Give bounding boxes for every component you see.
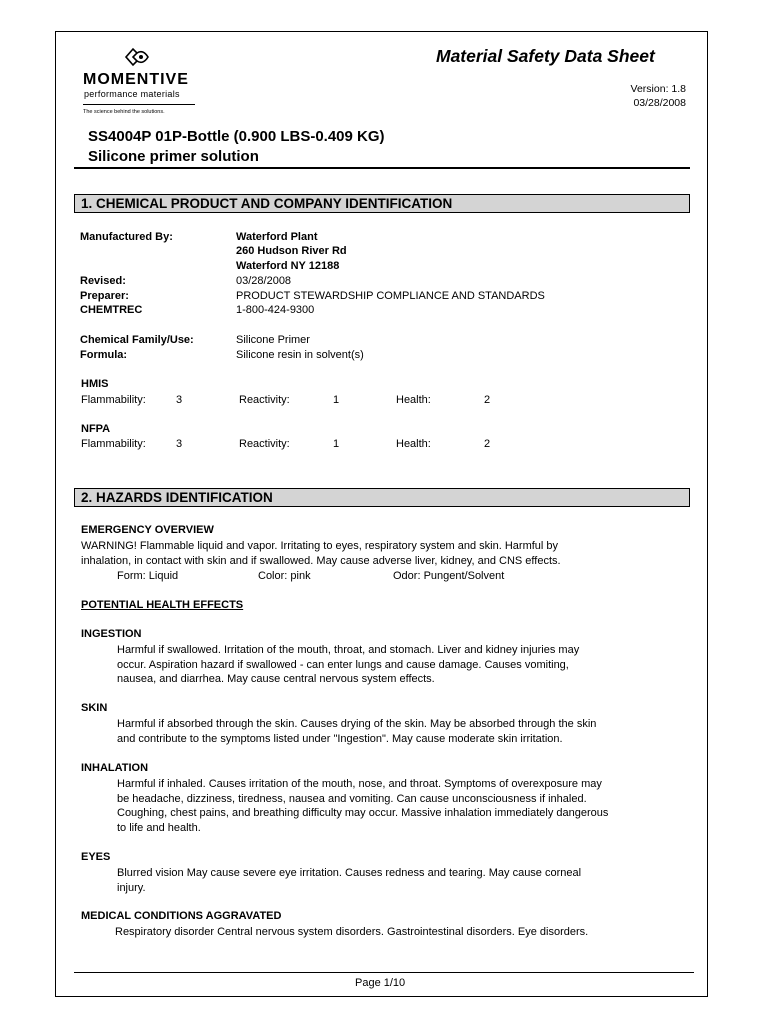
text-line: Harmful if absorbed through the skin. Causes drying of the skin. May be absorbed through the skin bbox=[117, 718, 597, 730]
medical-conditions-text: Respiratory disorder Central nervous system disorders. Gastrointestinal disorders. Eye disorders. bbox=[115, 926, 589, 938]
revised-label: Revised: bbox=[80, 275, 126, 287]
emergency-overview-line: inhalation, in contact with skin and if swallowed. May cause adverse liver, kidney, and CNS effects. bbox=[81, 555, 561, 567]
ingestion-title: INGESTION bbox=[81, 628, 142, 640]
text-line: and contribute to the symptoms listed under "Ingestion". May cause moderate skin irritation. bbox=[117, 732, 563, 745]
emergency-overview-line: WARNING! Flammable liquid and vapor. Irritating to eyes, respiratory system and skin. Harmful by bbox=[81, 540, 559, 552]
odor-value: Odor: Pungent/Solvent bbox=[393, 570, 505, 582]
eyes-title: EYES bbox=[81, 851, 111, 863]
skin-text bbox=[117, 717, 596, 746]
document-title: Material Safety Data Sheet bbox=[436, 46, 655, 66]
hmis-flammability-label: Flammability: bbox=[81, 394, 146, 406]
document-date: 03/28/2008 bbox=[633, 97, 686, 109]
formula-label: Formula: bbox=[80, 349, 128, 361]
emergency-overview-title: EMERGENCY OVERVIEW bbox=[81, 524, 214, 536]
section-2-heading: 2. HAZARDS IDENTIFICATION bbox=[74, 488, 690, 507]
brand-subtitle: performance materials bbox=[84, 89, 180, 99]
text-line: nausea, and diarrhea. May cause central nervous system effects. bbox=[117, 673, 435, 686]
inhalation-text bbox=[117, 777, 608, 836]
chemtrec-label: CHEMTREC bbox=[80, 304, 143, 316]
hmis-health-value: 2 bbox=[484, 394, 491, 406]
medical-conditions-title: MEDICAL CONDITIONS AGGRAVATED bbox=[81, 910, 282, 922]
page-number: Page 1/10 bbox=[355, 977, 406, 989]
text-line: to life and health. bbox=[117, 822, 201, 835]
hmis-title: HMIS bbox=[81, 378, 109, 390]
hmis-flammability-value: 3 bbox=[176, 394, 183, 406]
eyes-text bbox=[117, 866, 581, 895]
title-divider bbox=[74, 167, 690, 169]
manufacturer-city: Waterford NY 12188 bbox=[236, 260, 340, 272]
preparer-value: PRODUCT STEWARDSHIP COMPLIANCE AND STANDARDS bbox=[236, 290, 545, 302]
chemtrec-phone: 1-800-424-9300 bbox=[236, 304, 315, 316]
chemical-family-value: Silicone Primer bbox=[236, 334, 310, 346]
section-1-heading: 1. CHEMICAL PRODUCT AND COMPANY IDENTIFICATION bbox=[74, 194, 690, 213]
momentive-logo-icon bbox=[124, 46, 150, 68]
nfpa-flammability-label: Flammability: bbox=[81, 438, 146, 450]
skin-title: SKIN bbox=[81, 702, 108, 714]
inhalation-title: INHALATION bbox=[81, 762, 149, 774]
nfpa-reactivity-value: 1 bbox=[333, 438, 340, 450]
form-value: Form: Liquid bbox=[117, 570, 179, 582]
revised-value: 03/28/2008 bbox=[236, 275, 292, 287]
footer-divider bbox=[74, 972, 694, 973]
nfpa-title: NFPA bbox=[81, 423, 111, 435]
potential-health-effects-title: POTENTIAL HEALTH EFFECTS bbox=[81, 599, 244, 611]
version-label: Version: 1.8 bbox=[630, 83, 686, 95]
hmis-reactivity-value: 1 bbox=[333, 394, 340, 406]
brand-tagline: The science behind the solutions. bbox=[83, 109, 165, 115]
product-description: Silicone primer solution bbox=[88, 148, 259, 165]
text-line: occur. Aspiration hazard if swallowed - can enter lungs and cause damage. Causes vomiting, bbox=[117, 658, 569, 671]
formula-value: Silicone resin in solvent(s) bbox=[236, 349, 364, 361]
brand-divider bbox=[83, 104, 195, 105]
page-frame bbox=[55, 31, 708, 997]
text-line: Harmful if inhaled. Causes irritation of the mouth, nose, and throat. Symptoms of overexposure may bbox=[117, 778, 602, 790]
nfpa-reactivity-label: Reactivity: bbox=[239, 438, 290, 450]
nfpa-health-label: Health: bbox=[396, 438, 431, 450]
text-line: Harmful if swallowed. Irritation of the mouth, throat, and stomach. Liver and kidney injuries may bbox=[117, 644, 580, 656]
hmis-health-label: Health: bbox=[396, 394, 431, 406]
hmis-reactivity-label: Reactivity: bbox=[239, 394, 290, 406]
manufacturer-street: 260 Hudson River Rd bbox=[236, 245, 347, 257]
nfpa-health-value: 2 bbox=[484, 438, 491, 450]
text-line: be headache, dizziness, tiredness, nausea and vomiting. Can cause unconsciousness if inhaled. bbox=[117, 792, 587, 805]
text-line: Coughing, chest pains, and breathing difficulty may occur. Massive inhalation immediately dangerous bbox=[117, 807, 609, 820]
nfpa-flammability-value: 3 bbox=[176, 438, 183, 450]
text-line: injury. bbox=[117, 881, 146, 894]
chemical-family-label: Chemical Family/Use: bbox=[80, 334, 194, 346]
preparer-label: Preparer: bbox=[80, 290, 129, 302]
ingestion-text bbox=[117, 643, 579, 687]
color-value: Color: pink bbox=[258, 570, 311, 582]
product-name: SS4004P 01P-Bottle (0.900 LBS-0.409 KG) bbox=[88, 128, 385, 145]
manufacturer-name: Waterford Plant bbox=[236, 231, 318, 243]
brand-name: MOMENTIVE bbox=[83, 71, 189, 88]
manufactured-by-label: Manufactured By: bbox=[80, 231, 173, 243]
text-line: Blurred vision May cause severe eye irritation. Causes redness and tearing. May cause corneal bbox=[117, 867, 582, 879]
